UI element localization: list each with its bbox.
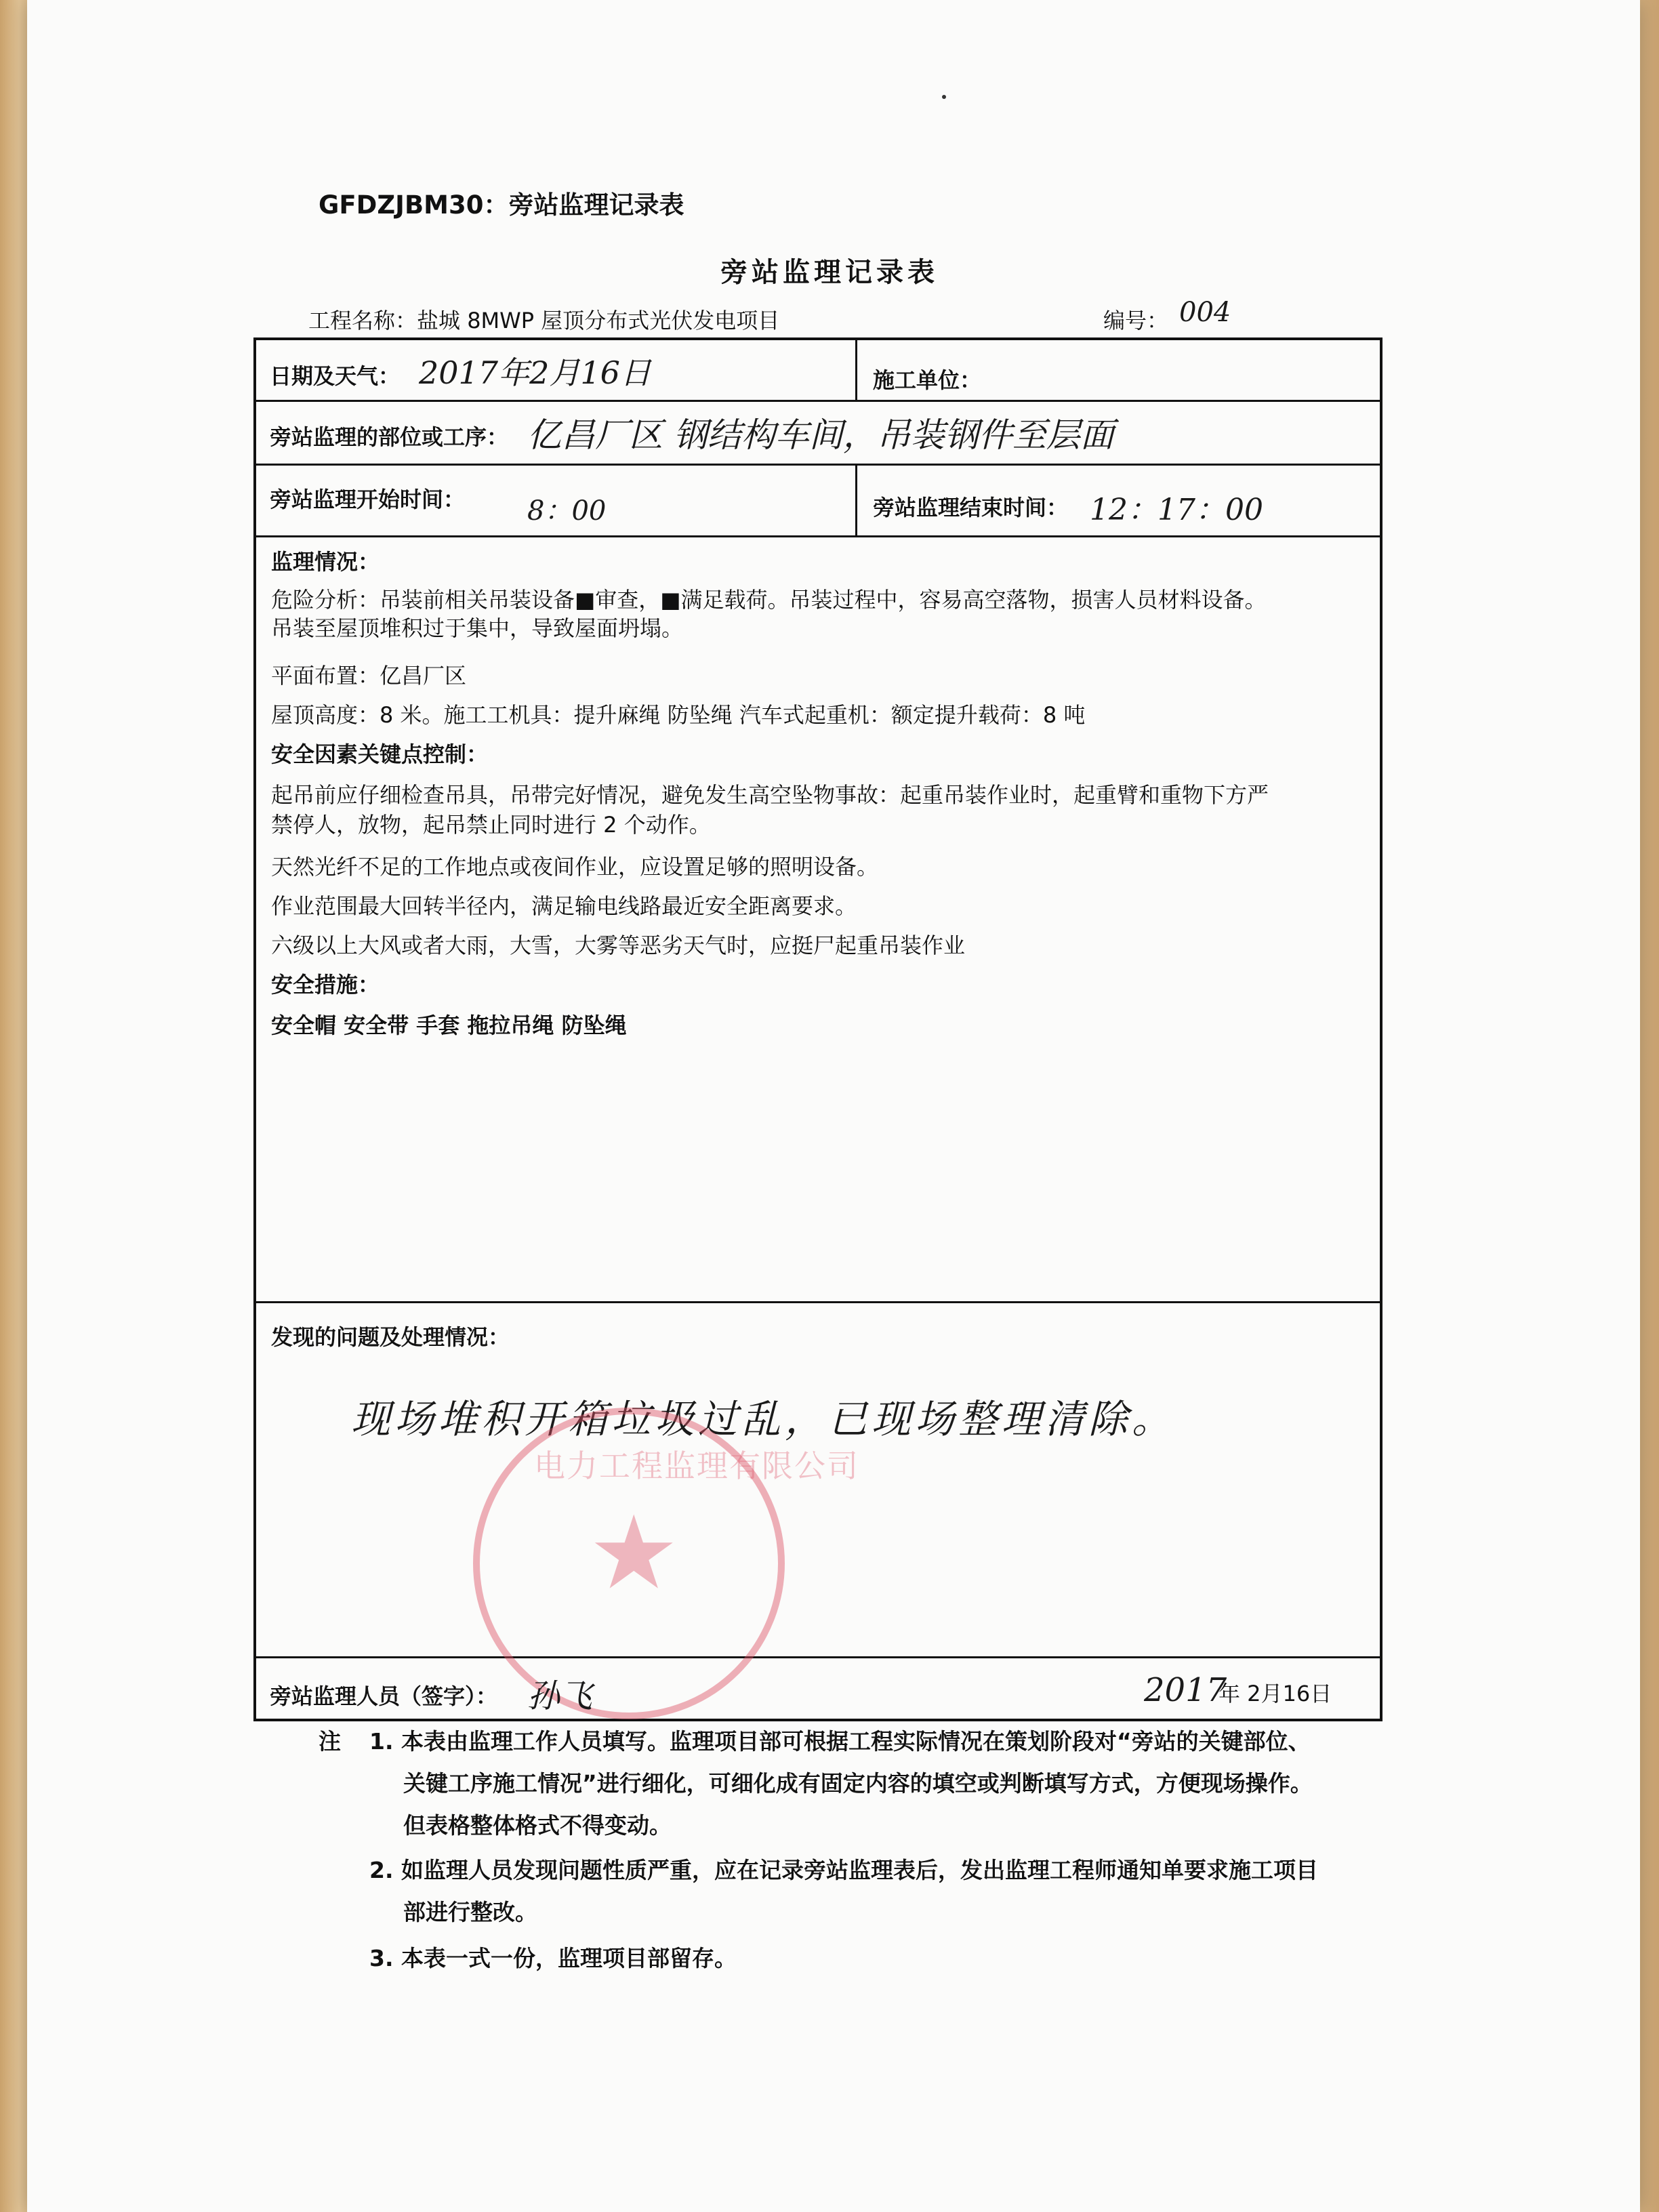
location-value: 亿昌厂区 钢结构车间，吊装钢件至层面 (527, 415, 1114, 455)
note-item: 关键工序施工情况”进行细化，可细化成有固定内容的填空或判断填写方式，方便现场操作。 (403, 1770, 1313, 1797)
signer-signature: 孙飞 (527, 1677, 593, 1715)
start-time-label: 旁站监理开始时间： (270, 487, 466, 512)
project-name (308, 304, 779, 335)
supervision-line: 天然光纤不足的工作地点或夜间作业，应设置足够的照明设备。 (271, 854, 879, 880)
supervision-line: 屋顶高度：8 米。施工工机具：提升麻绳 防坠绳 汽车式起重机：额定提升载荷：8 吨 (271, 702, 1086, 728)
record-form (253, 337, 1382, 1721)
sign-date-year: 2017 (1144, 1671, 1227, 1709)
note-item: 3. 本表一式一份，监理项目部留存。 (369, 1945, 737, 1971)
supervision-line: 作业范围最大回转半径内，满足输电线路最近安全距离要求。 (271, 893, 857, 919)
supervision-line: 安全因素关键点控制： (271, 741, 489, 767)
sign-date-rest: 年 2月16日 (1218, 1681, 1332, 1706)
seal-text: 电力工程监理有限公司 (534, 1448, 859, 1484)
row-divider (256, 1301, 1380, 1303)
supervision-line: 起吊前应仔细检查吊具，吊带完好情况，避免发生高空坠物事故：起重吊装作业时，起重臂和重物下方严 (271, 782, 1269, 808)
supervision-line: 安全措施： (271, 972, 380, 998)
document-title: 旁站监理记录表 (720, 257, 939, 288)
notes-heading: 注 (319, 1728, 341, 1755)
start-time-value: 8：00 (527, 495, 607, 527)
date-value: 2017年2月16日 (419, 354, 651, 391)
document-id: GFDZJBM30：旁站监理记录表 (319, 190, 684, 220)
col-divider (855, 340, 857, 400)
col-divider (855, 464, 857, 535)
signer-label: 旁站监理人员（签字）： (270, 1683, 498, 1709)
issues-label: 发现的问题及处理情况： (271, 1324, 510, 1350)
supervision-line: 吊装至屋顶堆积过于集中，导致屋面坍塌。 (271, 615, 684, 641)
number-label: 编号： (1103, 308, 1169, 333)
official-seal (473, 1408, 859, 1719)
location-label: 旁站监理的部位或工序： (270, 424, 509, 450)
supervision-line: 禁停人，放物，起吊禁止同时进行 2 个动作。 (271, 812, 711, 838)
note-item: 1. 本表由监理工作人员填写。监理项目部可根据工程实际情况在策划阶段对“旁站的关键部位、 (369, 1728, 1311, 1755)
project-value: 盐城 8MWP 屋顶分布式光伏发电项目 (417, 308, 780, 333)
row-divider (256, 464, 1380, 466)
end-time-value: 12：17：00 (1090, 493, 1263, 527)
supervision-line: 危险分析：吊装前相关吊装设备■审查，■满足载荷。吊装过程中，容易高空落物，损害人员材料设备。 (271, 587, 1267, 613)
seal-star-icon: ★ (588, 1494, 680, 1612)
note-item: 2. 如监理人员发现问题性质严重，应在记录旁站监理表后，发出监理工程师通知单要求施工项目 (369, 1857, 1318, 1883)
construction-unit-label: 施工单位： (873, 367, 982, 393)
date-label: 日期及天气： (270, 363, 401, 389)
supervision-line: 安全帽 安全带 手套 拖拉吊绳 防坠绳 (271, 1012, 627, 1038)
row-divider (256, 1656, 1380, 1658)
supervision-line: 平面布置：亿昌厂区 (271, 663, 467, 689)
end-time-label: 旁站监理结束时间： (873, 495, 1069, 520)
row-divider (256, 535, 1380, 537)
paper-speck (942, 95, 946, 99)
supervision-heading: 监理情况： (271, 549, 380, 575)
project-label: 工程名称： (308, 308, 417, 333)
issues-value: 现场堆积开箱垃圾过乱，已现场整理清除。 (351, 1396, 1176, 1442)
note-item: 但表格整体格式不得变动。 (403, 1812, 672, 1839)
note-item: 部进行整改。 (403, 1899, 537, 1925)
supervision-line: 六级以上大风或者大雨，大雪，大雾等恶劣天气时，应挺尸起重吊装作业 (271, 933, 966, 958)
row-divider (256, 400, 1380, 402)
number-value: 004 (1179, 297, 1231, 328)
